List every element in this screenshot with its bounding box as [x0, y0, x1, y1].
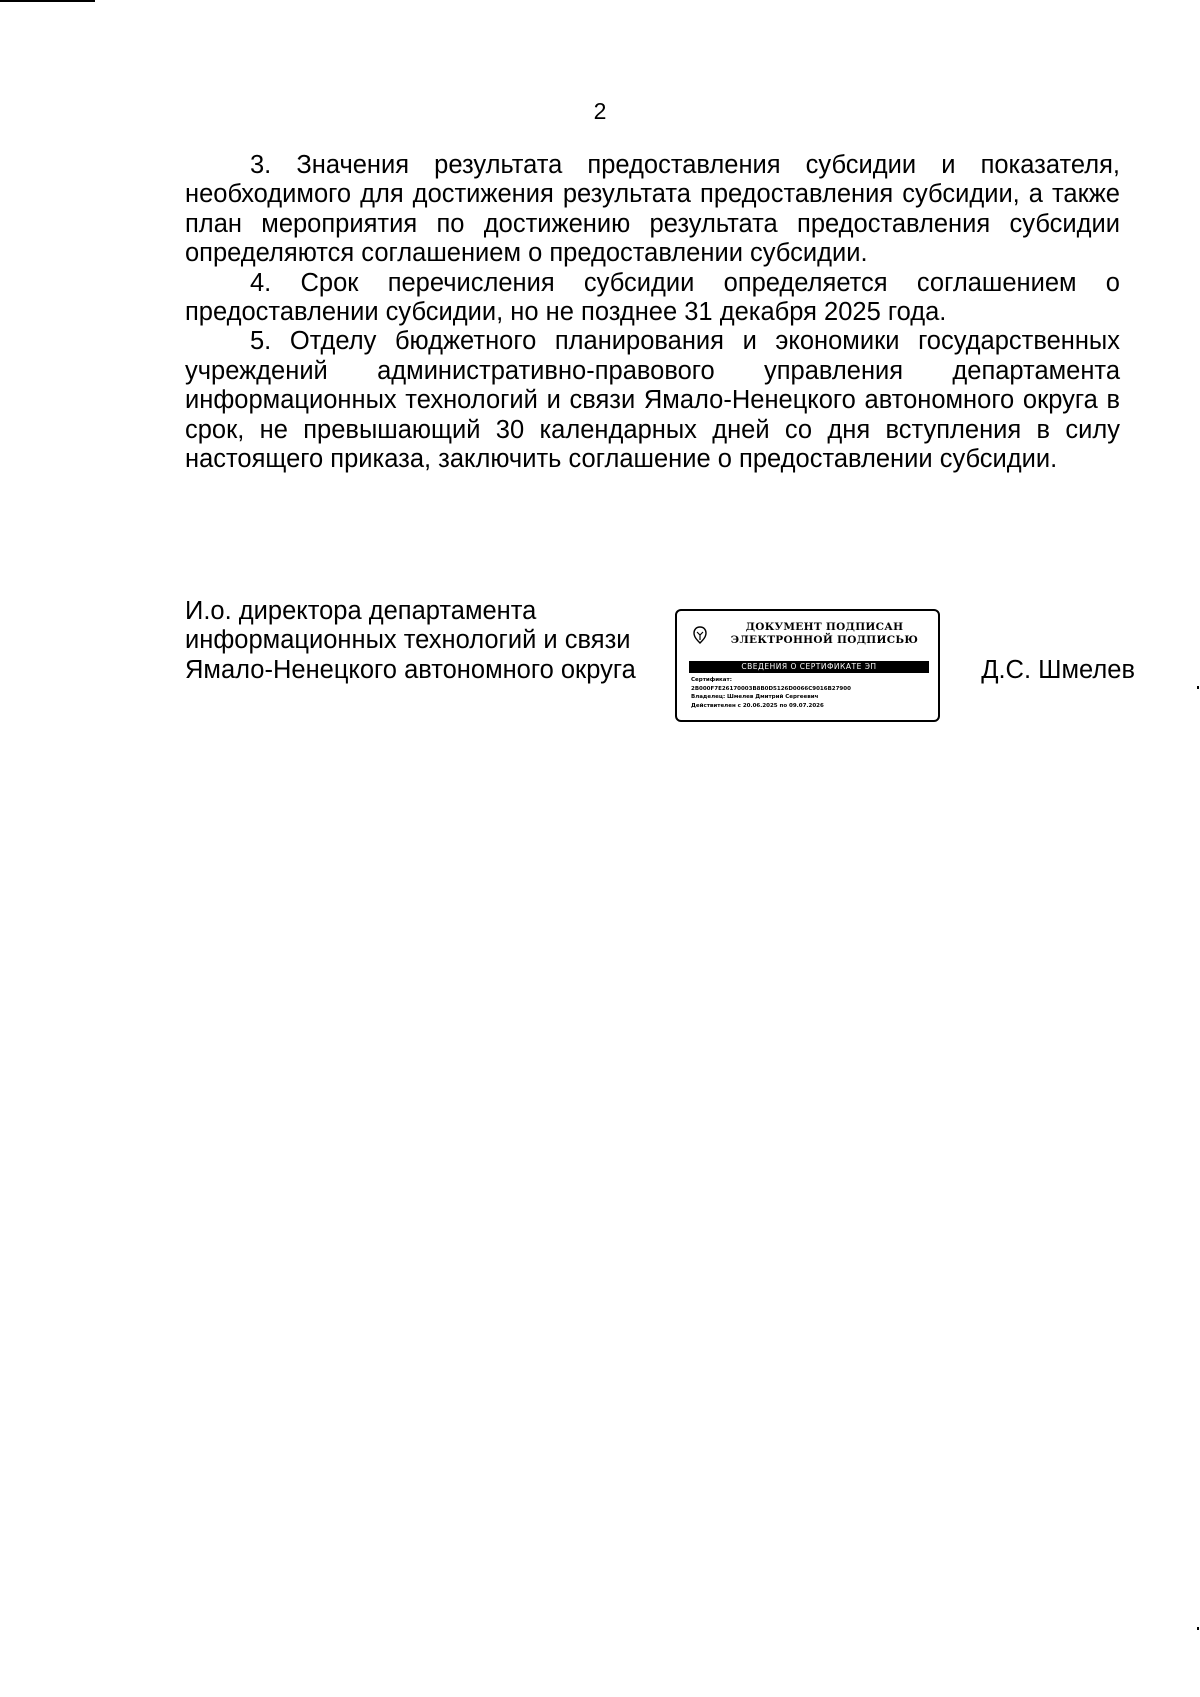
- paragraph-5: 5. Отделу бюджетного планирования и экономики государственных учреждений административно-правового управления департамента информационных технологий и связи Ямало-Ненецкого автономного округа в срок, не превышающий 30 календарных дней со дня вступления в силу настоящего приказа, заключить соглашение о предоставлении субсидии.: [185, 327, 1120, 474]
- scan-corner-mark: [0, 0, 95, 2]
- signatory-title-line: И.о. директора департамента: [185, 597, 537, 625]
- signatory-name: Д.С. Шмелев: [981, 656, 1135, 684]
- stamp-validity: Действителен с 20.06.2025 по 09.07.2026: [691, 702, 824, 709]
- stamp-certificate-band: СВЕДЕНИЯ О СЕРТИФИКАТЕ ЭП: [689, 661, 929, 673]
- stamp-certificate-label: Сертификат:: [691, 677, 732, 683]
- stamp-certificate-number: 2B000F7E26170003B8B0D5126D0066C9016B27900: [691, 685, 851, 692]
- signature-block: [185, 597, 1135, 727]
- paragraph-4: 4. Срок перечисления субсидии определяется соглашением о предоставлении субсидии, но не позднее 31 декабря 2025 года.: [185, 268, 1120, 327]
- signatory-title-line: информационных технологий и связи: [185, 626, 631, 655]
- electronic-signature-stamp: [675, 609, 940, 722]
- stamp-title: [717, 621, 932, 647]
- scan-artifact: [1197, 1627, 1199, 1630]
- stamp-title-line: ДОКУМЕНТ ПОДПИСАН: [745, 621, 904, 633]
- stamp-owner: Владелец: Шмелев Дмитрий Сергеевич: [691, 694, 819, 700]
- coat-of-arms-icon: [691, 625, 709, 645]
- document-body: [185, 151, 1120, 474]
- stamp-title-line: ЭЛЕКТРОННОЙ ПОДПИСЬЮ: [730, 634, 919, 646]
- signatory-title: [185, 597, 655, 685]
- scan-artifact: [1197, 686, 1199, 689]
- paragraph-3: 3. Значения результата предоставления субсидии и показателя, необходимого для достижения результата предоставления субсидии, а также план мероприятия по достижению результата предоставления субсидии определяются соглашением о предоставлении субсидии.: [185, 151, 1120, 268]
- page-number: 2: [593, 98, 607, 124]
- signatory-title-line: Ямало-Ненецкого автономного округа: [185, 655, 636, 684]
- stamp-details: [691, 676, 931, 710]
